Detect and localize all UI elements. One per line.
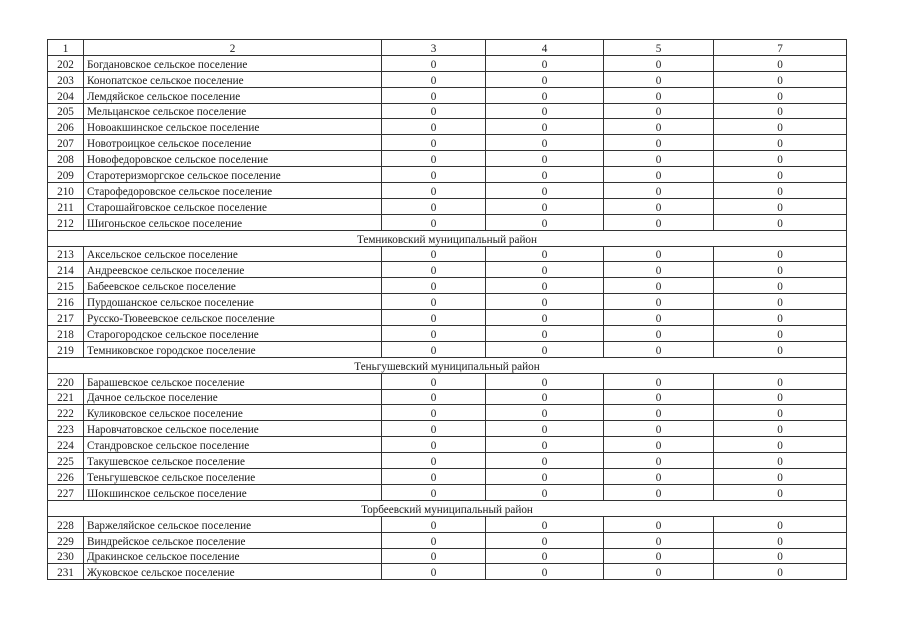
settlement-name: Темниковское городское поселение [84, 341, 382, 357]
settlement-name: Русско-Тювеевское сельское поселение [84, 310, 382, 326]
value-cell: 0 [382, 135, 486, 151]
settlement-name: Пурдошанское сельское поселение [84, 294, 382, 310]
settlement-name: Бабеевское сельское поселение [84, 278, 382, 294]
value-cell: 0 [382, 151, 486, 167]
value-cell: 0 [382, 119, 486, 135]
value-cell: 0 [486, 262, 604, 278]
district-name: Торбеевский муниципальный район [48, 500, 847, 516]
value-cell: 0 [486, 119, 604, 135]
value-cell: 0 [486, 246, 604, 262]
value-cell: 0 [714, 198, 847, 214]
row-number: 231 [48, 564, 84, 580]
value-cell: 0 [604, 55, 714, 71]
value-cell: 0 [486, 437, 604, 453]
value-cell: 0 [486, 183, 604, 199]
value-cell: 0 [382, 516, 486, 532]
value-cell: 0 [604, 564, 714, 580]
value-cell: 0 [604, 119, 714, 135]
value-cell: 0 [382, 373, 486, 389]
table-header-row [48, 40, 847, 56]
settlement-name: Аксельское сельское поселение [84, 246, 382, 262]
value-cell: 0 [604, 389, 714, 405]
value-cell: 0 [604, 135, 714, 151]
value-cell: 0 [714, 55, 847, 71]
settlement-name: Стандровское сельское поселение [84, 437, 382, 453]
settlement-name: Дракинское сельское поселение [84, 548, 382, 564]
value-cell: 0 [714, 103, 847, 119]
value-cell: 0 [382, 198, 486, 214]
row-number: 206 [48, 119, 84, 135]
column-header: 7 [714, 40, 847, 56]
row-number: 221 [48, 389, 84, 405]
row-number: 202 [48, 55, 84, 71]
value-cell: 0 [714, 341, 847, 357]
settlement-name: Такушевское сельское поселение [84, 453, 382, 469]
value-cell: 0 [604, 326, 714, 342]
value-cell: 0 [714, 87, 847, 103]
value-cell: 0 [714, 326, 847, 342]
value-cell: 0 [714, 246, 847, 262]
value-cell: 0 [486, 516, 604, 532]
row-number: 213 [48, 246, 84, 262]
value-cell: 0 [486, 405, 604, 421]
settlement-name: Дачное сельское поселение [84, 389, 382, 405]
row-number: 203 [48, 71, 84, 87]
row-number: 211 [48, 198, 84, 214]
value-cell: 0 [714, 167, 847, 183]
value-cell: 0 [604, 262, 714, 278]
row-number: 212 [48, 214, 84, 230]
table-row [48, 341, 847, 357]
value-cell: 0 [486, 389, 604, 405]
table-row [48, 310, 847, 326]
table-body [48, 40, 847, 580]
value-cell: 0 [382, 183, 486, 199]
value-cell: 0 [486, 294, 604, 310]
value-cell: 0 [486, 55, 604, 71]
value-cell: 0 [382, 103, 486, 119]
value-cell: 0 [382, 326, 486, 342]
column-header: 1 [48, 40, 84, 56]
value-cell: 0 [382, 214, 486, 230]
row-number: 230 [48, 548, 84, 564]
settlement-name: Новотроицкое сельское поселение [84, 135, 382, 151]
value-cell: 0 [486, 564, 604, 580]
value-cell: 0 [382, 484, 486, 500]
table-row [48, 469, 847, 485]
value-cell: 0 [714, 453, 847, 469]
settlement-name: Теньгушевское сельское поселение [84, 469, 382, 485]
value-cell: 0 [486, 71, 604, 87]
value-cell: 0 [604, 516, 714, 532]
value-cell: 0 [714, 469, 847, 485]
value-cell: 0 [714, 548, 847, 564]
row-number: 229 [48, 532, 84, 548]
value-cell: 0 [714, 532, 847, 548]
value-cell: 0 [382, 389, 486, 405]
table-row [48, 453, 847, 469]
row-number: 215 [48, 278, 84, 294]
settlement-name: Шигоньское сельское поселение [84, 214, 382, 230]
value-cell: 0 [486, 87, 604, 103]
row-number: 208 [48, 151, 84, 167]
row-number: 220 [48, 373, 84, 389]
column-header: 3 [382, 40, 486, 56]
settlement-name: Барашевское сельское поселение [84, 373, 382, 389]
settlement-name: Конопатское сельское поселение [84, 71, 382, 87]
value-cell: 0 [382, 262, 486, 278]
value-cell: 0 [486, 373, 604, 389]
table-row [48, 151, 847, 167]
table-row [48, 119, 847, 135]
value-cell: 0 [604, 294, 714, 310]
value-cell: 0 [714, 135, 847, 151]
settlement-name: Новофедоровское сельское поселение [84, 151, 382, 167]
settlement-name: Виндрейское сельское поселение [84, 532, 382, 548]
value-cell: 0 [714, 564, 847, 580]
value-cell: 0 [382, 246, 486, 262]
row-number: 225 [48, 453, 84, 469]
value-cell: 0 [486, 532, 604, 548]
table-row [48, 294, 847, 310]
value-cell: 0 [714, 405, 847, 421]
value-cell: 0 [714, 119, 847, 135]
row-number: 207 [48, 135, 84, 151]
row-number: 217 [48, 310, 84, 326]
value-cell: 0 [382, 294, 486, 310]
column-header: 2 [84, 40, 382, 56]
table-row [48, 103, 847, 119]
value-cell: 0 [714, 421, 847, 437]
value-cell: 0 [382, 341, 486, 357]
value-cell: 0 [486, 484, 604, 500]
table-row [48, 135, 847, 151]
settlement-name: Старошайговское сельское поселение [84, 198, 382, 214]
column-header: 5 [604, 40, 714, 56]
value-cell: 0 [604, 214, 714, 230]
value-cell: 0 [714, 151, 847, 167]
settlement-name: Старотеризморгское сельское поселение [84, 167, 382, 183]
value-cell: 0 [486, 103, 604, 119]
value-cell: 0 [382, 421, 486, 437]
value-cell: 0 [604, 405, 714, 421]
settlement-name: Мельцанское сельское поселение [84, 103, 382, 119]
row-number: 204 [48, 87, 84, 103]
value-cell: 0 [486, 310, 604, 326]
value-cell: 0 [382, 405, 486, 421]
row-number: 214 [48, 262, 84, 278]
value-cell: 0 [604, 437, 714, 453]
settlement-name: Куликовское сельское поселение [84, 405, 382, 421]
value-cell: 0 [604, 71, 714, 87]
value-cell: 0 [604, 341, 714, 357]
table-row [48, 373, 847, 389]
value-cell: 0 [604, 167, 714, 183]
value-cell: 0 [604, 373, 714, 389]
value-cell: 0 [714, 389, 847, 405]
row-number: 224 [48, 437, 84, 453]
value-cell: 0 [714, 310, 847, 326]
value-cell: 0 [714, 437, 847, 453]
row-number: 210 [48, 183, 84, 199]
value-cell: 0 [382, 469, 486, 485]
district-group-row [48, 230, 847, 246]
value-cell: 0 [714, 262, 847, 278]
value-cell: 0 [486, 151, 604, 167]
table-row [48, 548, 847, 564]
value-cell: 0 [382, 278, 486, 294]
value-cell: 0 [714, 294, 847, 310]
value-cell: 0 [714, 214, 847, 230]
table-row [48, 262, 847, 278]
value-cell: 0 [382, 564, 486, 580]
settlement-name: Богдановское сельское поселение [84, 55, 382, 71]
value-cell: 0 [714, 183, 847, 199]
value-cell: 0 [382, 167, 486, 183]
value-cell: 0 [714, 516, 847, 532]
value-cell: 0 [604, 548, 714, 564]
value-cell: 0 [604, 246, 714, 262]
table-row [48, 87, 847, 103]
value-cell: 0 [714, 484, 847, 500]
document-page [47, 39, 847, 580]
value-cell: 0 [604, 469, 714, 485]
settlement-name: Старогородское сельское поселение [84, 326, 382, 342]
value-cell: 0 [382, 453, 486, 469]
table-row [48, 326, 847, 342]
table-row [48, 71, 847, 87]
value-cell: 0 [604, 87, 714, 103]
table-row [48, 405, 847, 421]
value-cell: 0 [604, 183, 714, 199]
row-number: 223 [48, 421, 84, 437]
value-cell: 0 [382, 87, 486, 103]
table-row [48, 516, 847, 532]
table-row [48, 214, 847, 230]
value-cell: 0 [604, 310, 714, 326]
value-cell: 0 [382, 310, 486, 326]
table-row [48, 389, 847, 405]
value-cell: 0 [604, 532, 714, 548]
value-cell: 0 [382, 71, 486, 87]
value-cell: 0 [486, 214, 604, 230]
value-cell: 0 [714, 373, 847, 389]
value-cell: 0 [604, 103, 714, 119]
settlements-table [47, 39, 847, 580]
value-cell: 0 [382, 55, 486, 71]
settlement-name: Старофедоровское сельское поселение [84, 183, 382, 199]
table-row [48, 183, 847, 199]
value-cell: 0 [714, 278, 847, 294]
row-number: 226 [48, 469, 84, 485]
settlement-name: Шокшинское сельское поселение [84, 484, 382, 500]
value-cell: 0 [382, 548, 486, 564]
table-row [48, 437, 847, 453]
value-cell: 0 [486, 135, 604, 151]
table-row [48, 532, 847, 548]
table-row [48, 55, 847, 71]
district-name: Теньгушевский муниципальный район [48, 357, 847, 373]
value-cell: 0 [486, 453, 604, 469]
table-row [48, 421, 847, 437]
value-cell: 0 [604, 421, 714, 437]
table-row [48, 484, 847, 500]
settlement-name: Лемдяйское сельское поселение [84, 87, 382, 103]
table-row [48, 564, 847, 580]
row-number: 205 [48, 103, 84, 119]
row-number: 228 [48, 516, 84, 532]
value-cell: 0 [604, 151, 714, 167]
settlement-name: Новоакшинское сельское поселение [84, 119, 382, 135]
district-group-row [48, 357, 847, 373]
column-header: 4 [486, 40, 604, 56]
value-cell: 0 [486, 167, 604, 183]
value-cell: 0 [714, 71, 847, 87]
row-number: 216 [48, 294, 84, 310]
value-cell: 0 [604, 484, 714, 500]
value-cell: 0 [382, 437, 486, 453]
district-group-row [48, 500, 847, 516]
row-number: 218 [48, 326, 84, 342]
value-cell: 0 [486, 198, 604, 214]
district-name: Темниковский муниципальный район [48, 230, 847, 246]
row-number: 227 [48, 484, 84, 500]
value-cell: 0 [382, 532, 486, 548]
value-cell: 0 [486, 326, 604, 342]
value-cell: 0 [486, 341, 604, 357]
row-number: 209 [48, 167, 84, 183]
settlement-name: Наровчатовское сельское поселение [84, 421, 382, 437]
value-cell: 0 [486, 278, 604, 294]
table-row [48, 246, 847, 262]
value-cell: 0 [486, 469, 604, 485]
value-cell: 0 [604, 453, 714, 469]
value-cell: 0 [486, 421, 604, 437]
table-row [48, 198, 847, 214]
value-cell: 0 [604, 278, 714, 294]
table-row [48, 278, 847, 294]
settlement-name: Жуковское сельское поселение [84, 564, 382, 580]
row-number: 222 [48, 405, 84, 421]
settlement-name: Андреевское сельское поселение [84, 262, 382, 278]
settlement-name: Варжеляйское сельское поселение [84, 516, 382, 532]
value-cell: 0 [604, 198, 714, 214]
row-number: 219 [48, 341, 84, 357]
value-cell: 0 [486, 548, 604, 564]
table-row [48, 167, 847, 183]
